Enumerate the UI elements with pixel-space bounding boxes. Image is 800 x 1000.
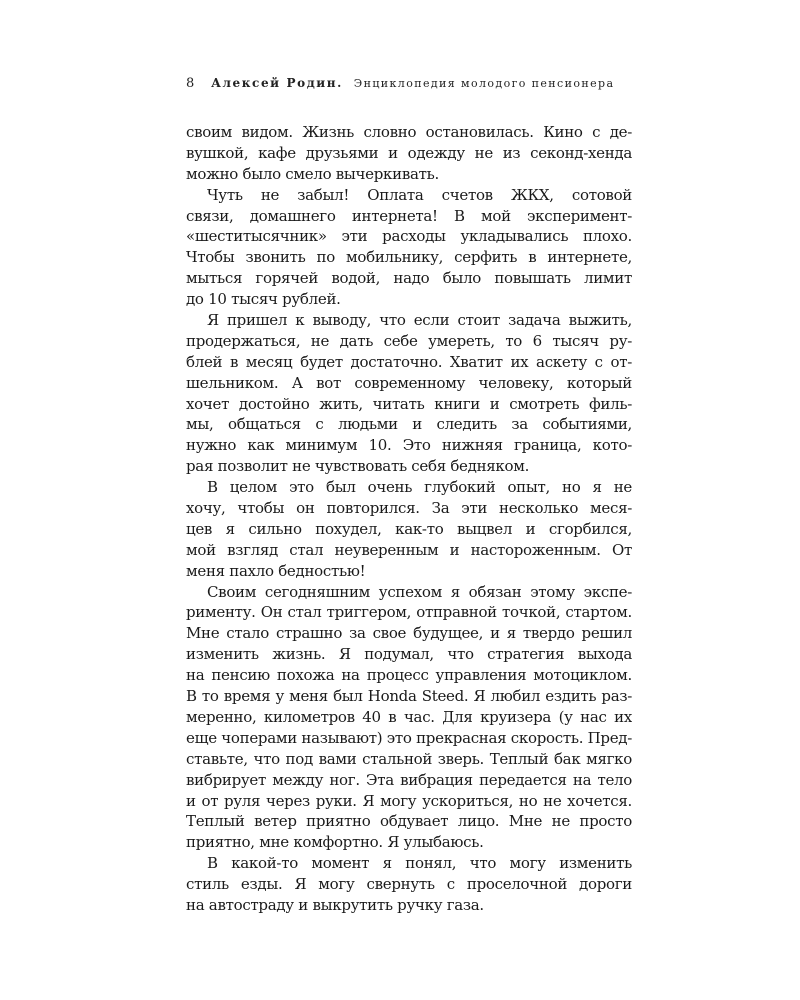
text-line: вушкой, кафе друзьями и одежду не из секонд-хенда: [186, 143, 632, 162]
text-line: своим видом. Жизнь словно остановилась. Кино с де-: [186, 123, 632, 141]
text-line: мыться горячей водой, надо было повышать лимит: [186, 269, 632, 288]
text-line: связи, домашнего интернета! В мой эксперимент-: [186, 206, 632, 225]
text-line: Я пришел к выводу, что если стоит задача выжить,: [207, 311, 632, 330]
page-number: 8: [186, 76, 195, 91]
text-line: Своим сегодняшним успехом я обязан этому экспе-: [207, 582, 632, 601]
text-line: продержаться, не дать себе умереть, то 6 тысяч ру-: [186, 331, 632, 350]
text-line: В какой-то момент я понял, что могу изменить: [207, 854, 632, 873]
text-line: цев я сильно похудел, как-то выцвел и сгорбился,: [186, 519, 632, 538]
text-line: можно было смело вычеркивать.: [186, 164, 439, 183]
text-line: В то время у меня был Honda Steed. Я любил ездить раз-: [186, 687, 632, 706]
text-line: и от руля через руки. Я могу ускориться, но не хочется.: [186, 791, 632, 810]
text-line: блей в месяц будет достаточно. Хватит их аскету с от-: [186, 352, 632, 371]
body-text: [186, 122, 632, 916]
text-line: хочет достойно жить, читать книги и смотреть филь-: [186, 394, 632, 413]
text-line: рая позволит не чувствовать себя бедняком.: [186, 457, 530, 476]
text-line: меня пахло бедностью!: [186, 561, 366, 580]
text-line: еще чоперами называют) это прекрасная скорость. Пред-: [186, 728, 632, 747]
text-line: на автостраду и выкрутить ручку газа.: [186, 895, 484, 914]
text-line: «шеститысячник» эти расходы укладывались плохо.: [186, 227, 632, 246]
running-head: [186, 76, 636, 98]
text-line: изменить жизнь. Я подумал, что стратегия выхода: [186, 645, 632, 664]
text-line: стиль езды. Я могу свернуть с проселочной дороги: [186, 875, 632, 894]
text-line: мы, общаться с людьми и следить за событиями,: [186, 415, 632, 434]
text-line: вибрирует между ног. Эта вибрация передается на тело: [186, 770, 632, 789]
text-line: Теплый ветер приятно обдувает лицо. Мне не просто: [186, 812, 632, 831]
text-line: рименту. Он стал триггером, отправной точкой, стартом.: [186, 603, 632, 622]
book-title: Энциклопедия молодого пенсионера: [353, 77, 615, 90]
text-line: хочу, чтобы он повторился. За эти несколько меся-: [186, 499, 632, 518]
text-line: ставьте, что под вами стальной зверь. Теплый бак мягко: [186, 749, 632, 768]
text-line: Мне стало страшно за свое будущее, и я твердо решил: [186, 624, 632, 643]
text-line: Чтобы звонить по мобильнику, серфить в интернете,: [186, 248, 632, 267]
text-line: В целом это был очень глубокий опыт, но я не: [207, 478, 632, 497]
text-line: шельником. А вот современному человеку, который: [186, 373, 632, 392]
text-line: меренно, километров 40 в час. Для круизера (у нас их: [186, 707, 632, 726]
text-line: до 10 тысяч рублей.: [186, 290, 341, 309]
text-line: нужно как минимум 10. Это нижняя граница, кото-: [186, 436, 632, 455]
text-line: приятно, мне комфортно. Я улыбаюсь.: [186, 833, 484, 852]
text-line: на пенсию похожа на процесс управления мотоциклом.: [186, 666, 632, 685]
text-line: мой взгляд стал неуверенным и настороженным. От: [186, 540, 632, 559]
text-line: Чуть не забыл! Оплата счетов ЖКХ, сотовой: [207, 185, 632, 204]
author-name: Алексей Родин.: [211, 76, 343, 90]
